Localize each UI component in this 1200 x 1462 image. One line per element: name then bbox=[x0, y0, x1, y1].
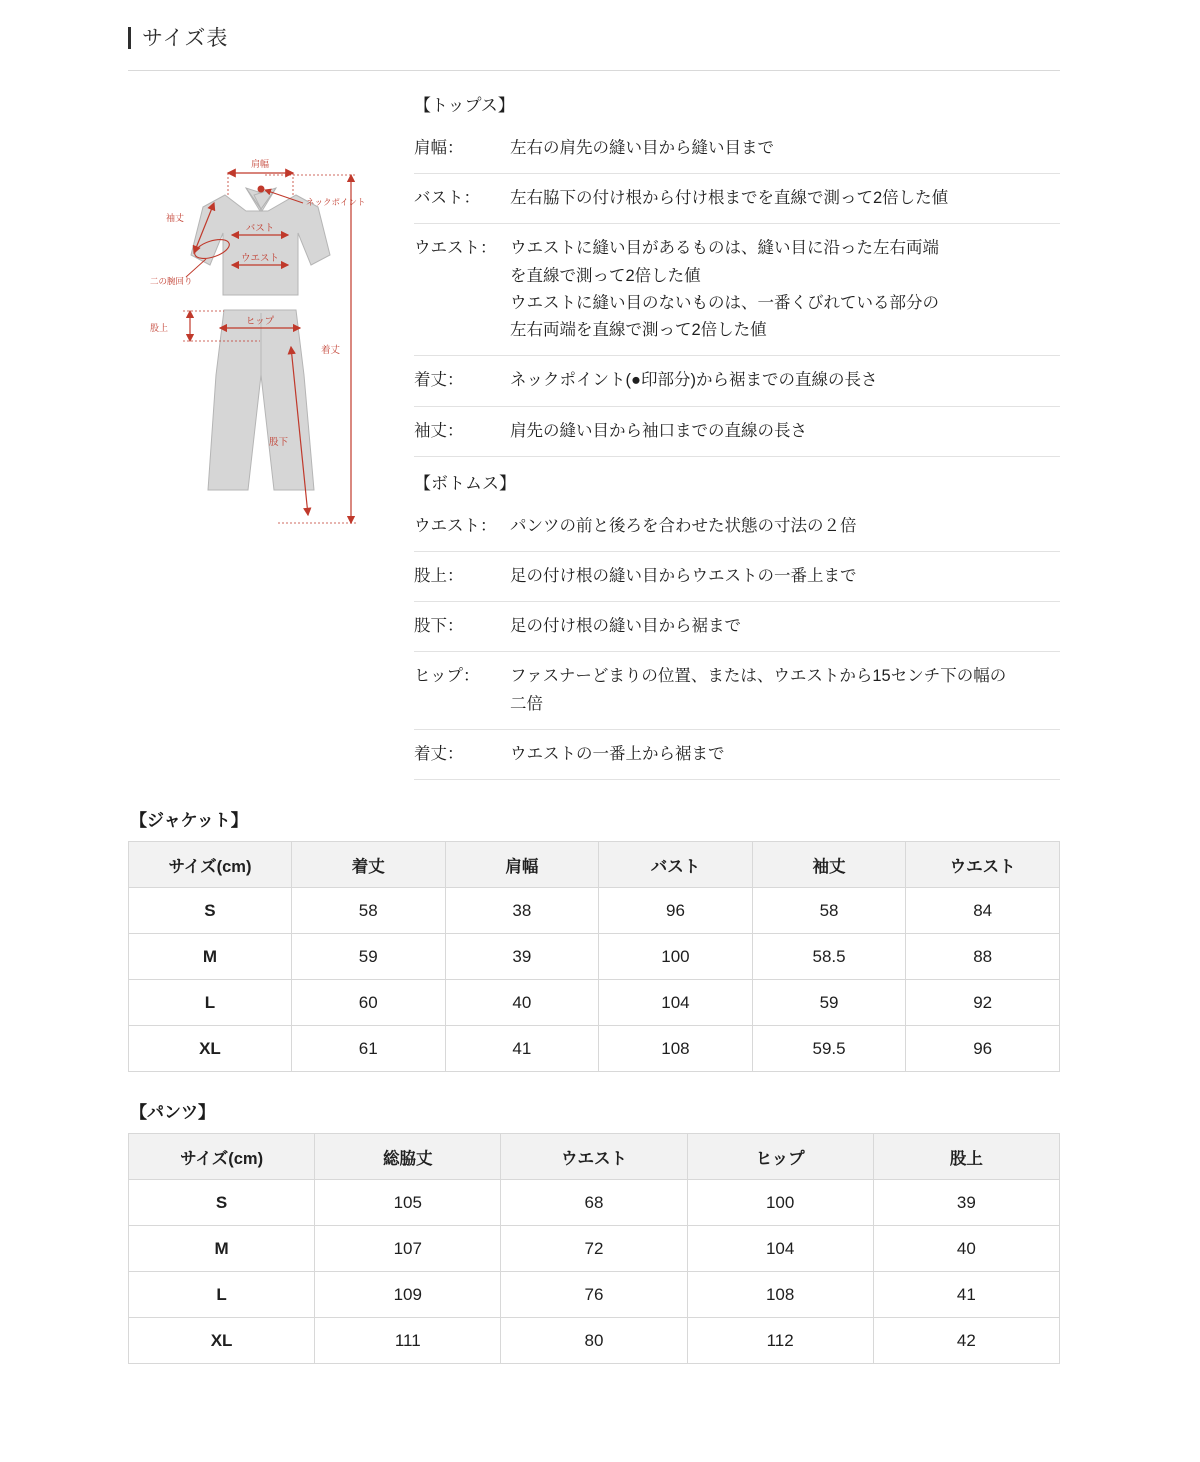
table-cell: 92 bbox=[906, 980, 1060, 1026]
table-cell: 112 bbox=[687, 1318, 873, 1364]
definition-row bbox=[414, 651, 1060, 728]
table-cell: 88 bbox=[906, 934, 1060, 980]
column-header: バスト bbox=[599, 842, 753, 888]
label-rise: 股上 bbox=[150, 323, 169, 333]
definition-term: 股下： bbox=[414, 617, 464, 636]
definition-list bbox=[410, 85, 1060, 780]
definition-line: 足の付け根の縫い目からウエストの一番上まで bbox=[510, 566, 857, 585]
definition-desc bbox=[510, 513, 1060, 540]
row-header: L bbox=[129, 980, 292, 1026]
jacket-size-table-block bbox=[128, 806, 1060, 1072]
jacket-size-table bbox=[128, 841, 1060, 1072]
column-header: 総脇丈 bbox=[315, 1134, 501, 1180]
definition-term: 肩幅： bbox=[414, 139, 464, 157]
table-cell: 58 bbox=[752, 888, 906, 934]
pants-table-title: 【パンツ】 bbox=[130, 1103, 215, 1123]
table-cell: 104 bbox=[687, 1226, 873, 1272]
table-cell: 39 bbox=[445, 934, 599, 980]
table-row bbox=[129, 1318, 1060, 1364]
table-row bbox=[129, 1180, 1060, 1226]
column-header: サイズ(cm) bbox=[129, 1134, 315, 1180]
label-garment-length: 着丈 bbox=[320, 345, 340, 356]
row-header: S bbox=[129, 1180, 315, 1226]
definition-desc bbox=[510, 135, 1060, 162]
column-header: ウエスト bbox=[501, 1134, 687, 1180]
table-cell: 59 bbox=[752, 980, 906, 1026]
pants-size-table bbox=[128, 1133, 1060, 1364]
table-header-row bbox=[129, 1134, 1060, 1180]
definition-term: ウエスト： bbox=[414, 239, 497, 258]
column-header: ヒップ bbox=[687, 1134, 873, 1180]
row-header: M bbox=[129, 934, 292, 980]
table-cell: 80 bbox=[501, 1318, 687, 1364]
definition-row bbox=[414, 502, 1060, 551]
definition-line: ウエストに縫い目のないものは、一番くびれている部分の bbox=[510, 293, 939, 312]
definition-term: 着丈： bbox=[414, 744, 464, 763]
definition-term: ウエスト： bbox=[414, 516, 497, 535]
table-cell: 41 bbox=[445, 1026, 599, 1072]
table-cell: 68 bbox=[501, 1180, 687, 1226]
label-inseam: 股下 bbox=[268, 437, 288, 448]
tops-heading: 【トップス】 bbox=[414, 96, 515, 115]
neck-point-dot bbox=[258, 186, 265, 193]
size-chart-page bbox=[0, 22, 1200, 1462]
definition-desc bbox=[510, 185, 1060, 212]
definition-line: ウエストの一番上から裾まで bbox=[510, 744, 725, 763]
table-cell: 100 bbox=[599, 934, 753, 980]
page-header bbox=[128, 22, 1060, 71]
definition-row bbox=[414, 551, 1060, 601]
definition-line: 足の付け根の縫い目から裾まで bbox=[510, 617, 741, 636]
bottoms-heading: 【ボトムス】 bbox=[414, 456, 1060, 502]
label-sleeve-length: 袖丈 bbox=[166, 213, 185, 223]
table-cell: 58.5 bbox=[752, 934, 906, 980]
label-upper-arm: 二の腕回り bbox=[150, 276, 193, 286]
definition-list-end-rule bbox=[414, 779, 1060, 780]
table-cell: 58 bbox=[291, 888, 445, 934]
definition-desc bbox=[510, 418, 1060, 445]
definition-term: ヒップ： bbox=[414, 667, 480, 686]
definition-desc bbox=[510, 663, 1060, 717]
label-neck-point: ネックポイント bbox=[306, 197, 366, 207]
table-cell: 61 bbox=[291, 1026, 445, 1072]
table-cell: 111 bbox=[315, 1318, 501, 1364]
table-cell: 40 bbox=[445, 980, 599, 1026]
definition-line: ファスナーどまりの位置、または、ウエストから15センチ下の幅の bbox=[510, 667, 1007, 686]
definition-row bbox=[414, 355, 1060, 405]
table-cell: 39 bbox=[873, 1180, 1059, 1226]
definition-row bbox=[414, 601, 1060, 651]
table-row bbox=[129, 888, 1060, 934]
definition-line: 二倍 bbox=[510, 694, 543, 713]
definition-line: ネックポイント(●印部分)から裾までの直線の長さ bbox=[510, 371, 878, 390]
label-hip: ヒップ bbox=[245, 316, 275, 327]
table-row bbox=[129, 934, 1060, 980]
column-header: サイズ(cm) bbox=[129, 842, 292, 888]
table-cell: 41 bbox=[873, 1272, 1059, 1318]
table-cell: 84 bbox=[906, 888, 1060, 934]
definition-line: 左右の肩先の縫い目から縫い目まで bbox=[510, 139, 774, 157]
column-header: 肩幅 bbox=[445, 842, 599, 888]
table-row bbox=[129, 1026, 1060, 1072]
title-accent-bar bbox=[128, 27, 131, 49]
table-cell: 76 bbox=[501, 1272, 687, 1318]
definition-line: を直線で測って2倍した値 bbox=[510, 266, 701, 285]
table-cell: 105 bbox=[315, 1180, 501, 1226]
column-header: 股上 bbox=[873, 1134, 1059, 1180]
row-header: M bbox=[129, 1226, 315, 1272]
table-cell: 59.5 bbox=[752, 1026, 906, 1072]
definition-row bbox=[414, 729, 1060, 779]
table-cell: 96 bbox=[599, 888, 753, 934]
table-cell: 107 bbox=[315, 1226, 501, 1272]
page-title: サイズ表 bbox=[142, 27, 229, 50]
table-row bbox=[129, 1226, 1060, 1272]
measurement-guide-section bbox=[128, 85, 1060, 780]
table-cell: 60 bbox=[291, 980, 445, 1026]
table-cell: 108 bbox=[687, 1272, 873, 1318]
label-bust: バスト bbox=[245, 223, 275, 234]
bottom-spacer bbox=[0, 1364, 1200, 1394]
garment-illustration-svg bbox=[128, 125, 410, 585]
measurement-diagram bbox=[128, 85, 410, 590]
table-row bbox=[129, 980, 1060, 1026]
table-cell: 96 bbox=[906, 1026, 1060, 1072]
definition-line: 左右両端を直線で測って2倍した値 bbox=[510, 321, 767, 340]
pants-size-table-block bbox=[128, 1098, 1060, 1364]
row-header: XL bbox=[129, 1026, 292, 1072]
definition-line: 左右脇下の付け根から付け根までを直線で測って2倍した値 bbox=[510, 189, 949, 208]
definition-desc bbox=[510, 741, 1060, 768]
definition-term: 着丈： bbox=[414, 371, 464, 390]
definition-line: パンツの前と後ろを合わせた状態の寸法の２倍 bbox=[510, 516, 857, 535]
definition-desc bbox=[510, 563, 1060, 590]
definition-term: 股上： bbox=[414, 566, 464, 585]
table-cell: 72 bbox=[501, 1226, 687, 1272]
row-header: L bbox=[129, 1272, 315, 1318]
definition-row bbox=[414, 173, 1060, 223]
definition-term: バスト： bbox=[414, 189, 480, 208]
table-row bbox=[129, 1272, 1060, 1318]
definition-term: 袖丈： bbox=[414, 421, 464, 440]
definition-desc bbox=[510, 367, 1060, 394]
table-cell: 59 bbox=[291, 934, 445, 980]
definition-desc bbox=[510, 235, 1060, 344]
table-cell: 40 bbox=[873, 1226, 1059, 1272]
table-cell: 42 bbox=[873, 1318, 1059, 1364]
column-header: 袖丈 bbox=[752, 842, 906, 888]
table-header-row bbox=[129, 842, 1060, 888]
column-header: 着丈 bbox=[291, 842, 445, 888]
row-header: S bbox=[129, 888, 292, 934]
column-header: ウエスト bbox=[906, 842, 1060, 888]
jacket-table-title: 【ジャケット】 bbox=[130, 811, 248, 831]
table-cell: 38 bbox=[445, 888, 599, 934]
definition-row bbox=[414, 223, 1060, 355]
row-header: XL bbox=[129, 1318, 315, 1364]
label-shoulder-width: 肩幅 bbox=[250, 159, 270, 169]
definition-line: ウエストに縫い目があるものは、縫い目に沿った左右両端 bbox=[510, 239, 939, 258]
definition-row bbox=[414, 124, 1060, 173]
table-cell: 109 bbox=[315, 1272, 501, 1318]
definition-row bbox=[414, 406, 1060, 456]
definition-desc bbox=[510, 613, 1060, 640]
definition-line: 肩先の縫い目から袖口までの直線の長さ bbox=[510, 421, 807, 440]
table-cell: 108 bbox=[599, 1026, 753, 1072]
label-waist-top: ウエスト bbox=[240, 253, 280, 264]
table-cell: 100 bbox=[687, 1180, 873, 1226]
table-cell: 104 bbox=[599, 980, 753, 1026]
